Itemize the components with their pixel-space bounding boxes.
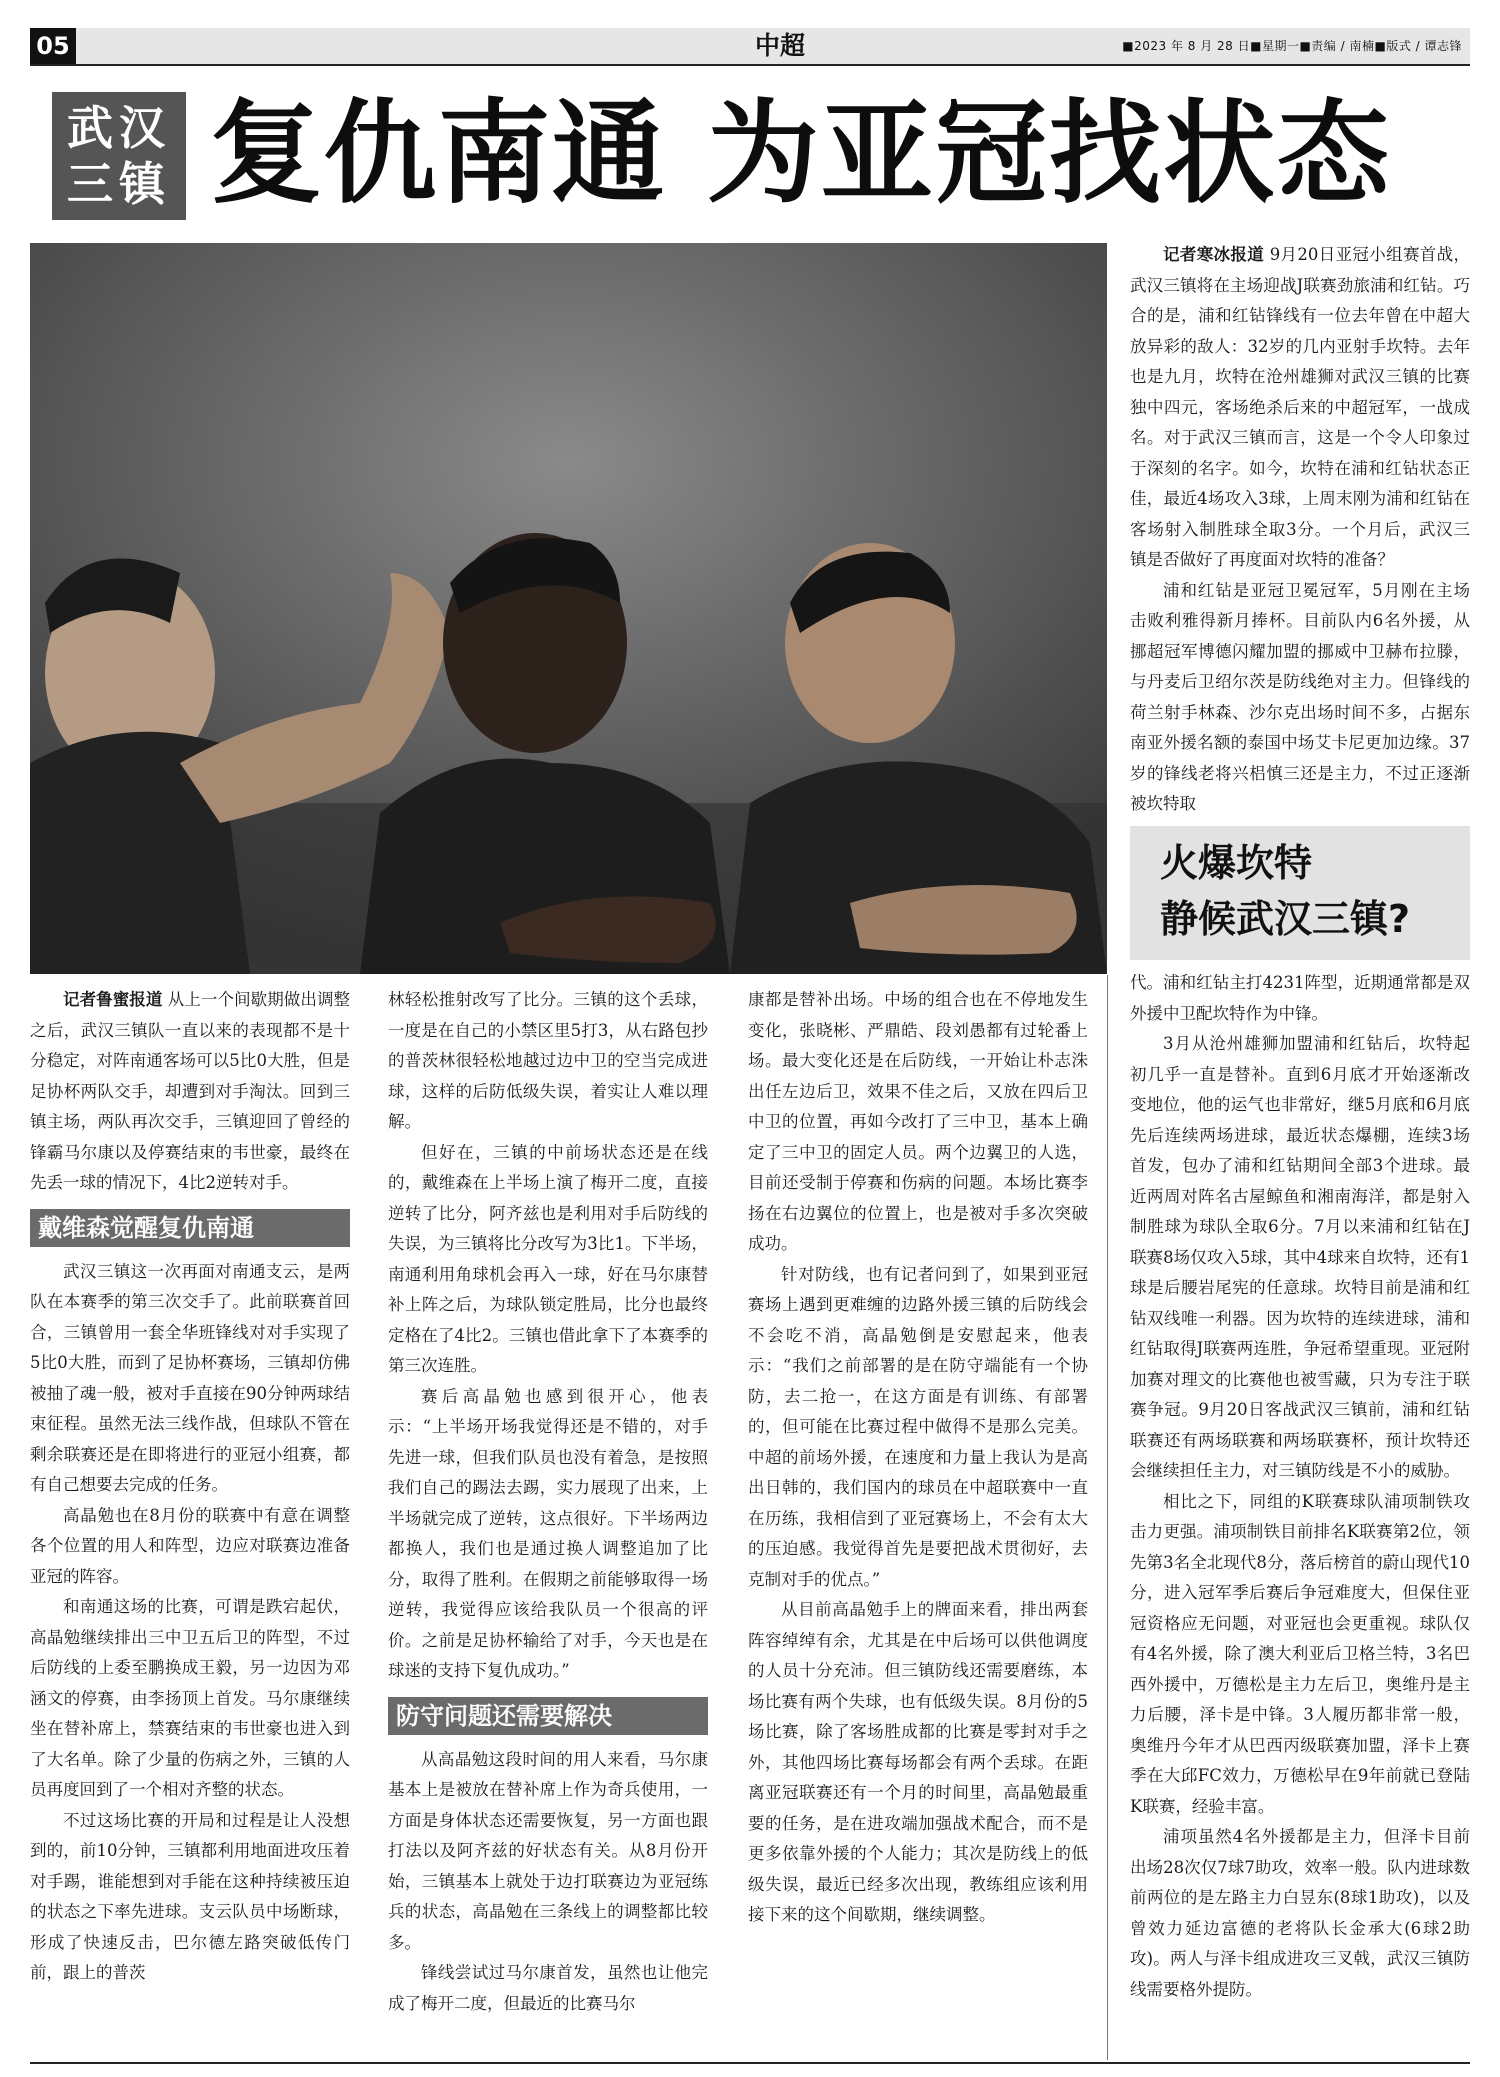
side-article-paragraph: 3月从沧州雄狮加盟浦和红钻后，坎特起初几乎一直是替补。直到6月底才开始逐渐改变地位，他的运气也非常好，继5月底和6月底先后连续两场进球，最近状态爆棚，连续3场首发，包办了浦和红钻期间全部3个进球。最近两周对阵名古屋鲸鱼和湘南海洋，都是射入制胜球为球队全取6分。7月以来浦和红钻在J联赛8场仅攻入5球，其中4球来自坎特，还有1球是后腰岩尾宪的任意球。坎特目前是浦和红钻双线唯一利器。因为坎特的连续进球，浦和红钻取得J联赛两连胜，争冠希望重现。亚冠附加赛对理文的比赛他也被雪藏，只为专注于联赛争冠。9月20日客战武汉三镇前，浦和红钻联赛还有两场联赛和两场联赛杯，预计坎特还会继续担任主力，对三镇防线是不小的威胁。 — [1130, 1034, 1470, 1480]
paragraph-text: 从上一个间歇期做出调整之后，武汉三镇队一直以来的表现都不是十分稳定，对阵南通客场可以5比0大胜，但是足协杯两队交手，却遭到对手淘汰。回到三镇主场，两队再次交手，三镇迎回了曾经的锋霸马尔康以及停赛结束的韦世豪，最终在先丢一球的情况下，4比2逆转对手。 — [30, 990, 350, 1192]
main-article-paragraph — [30, 985, 350, 1199]
main-article-paragraph: 林轻松推射改写了比分。三镇的这个丢球，一度是在自己的小禁区里5打3，从右路包抄的普茨林很轻松地越过边中卫的空当完成进球，这样的后防低级失误，着实让人难以理解。 — [388, 990, 708, 1131]
publication-meta: ■2023 年 8 月 28 日■星期一■责编 / 南楠■版式 / 谭志锋 — [1122, 39, 1462, 53]
page-headline: 复仇南通 为亚冠找状态 — [210, 88, 1391, 219]
section-name: 中超 — [754, 31, 805, 60]
side-headline-line-2: 静候武汉三镇? — [1160, 897, 1411, 941]
main-article-paragraph: 但好在，三镇的中前场状态还是在线的，戴维森在上半场上演了梅开二度，直接逆转了比分，阿齐兹也是利用对手后防线的失误，为三镇将比分改写为3比1。下半场，南通利用角球机会再入一球，好在马尔康替补上阵之后，为球队锁定胜局，比分也最终定格在了4比2。三镇也借此拿下了本赛季的第三次连胜。 — [388, 1142, 708, 1375]
side-article-bottom — [1130, 968, 1470, 2060]
main-article-byline: 记者鲁蜜报道 — [63, 990, 163, 1009]
photo-illustration — [30, 243, 1107, 974]
headline-kicker — [52, 92, 186, 220]
main-article-paragraph: 不过这场比赛的开局和过程是让人没想到的，前10分钟，三镇都利用地面进攻压着对手踢，谁能想到对手能在这种持续被压迫的状态之下率先进球。支云队员中场断球，形成了快速反击，巴尔德左路突破低传门前，跟上的普茨 — [30, 1810, 350, 1982]
main-article-paragraph: 锋线尝试过马尔康首发，虽然也让他完成了梅开二度，但最近的比赛马尔 — [388, 1963, 708, 2013]
page-header — [30, 28, 1470, 66]
main-article-paragraph: 针对防线，也有记者问到了，如果到亚冠赛场上遇到更难缠的边路外援三镇的后防线会不会吃不消，高晶勉倒是安慰起来，他表示：“我们之前部署的是在防守端能有一个协防，去二抢一，在这方面是有训练、有部署的，但可能在比赛过程中做得不是那么完美。中超的前场外援，在速度和力量上我认为是高出日韩的，我们国内的球员在中超联赛中一直在历练，我相信到了亚冠赛场上，不会有太大的压迫感。我觉得首先是要把战术贯彻好，去克制对手的优点。” — [748, 1264, 1088, 1589]
side-article-paragraph: 代。浦和红钻主打4231阵型，近期通常都是双外援中卫配坎特作为中锋。 — [1130, 973, 1470, 1023]
main-article-column-3 — [748, 985, 1088, 2060]
side-article-paragraph: 相比之下，同组的K联赛球队浦项制铁攻击力更强。浦项制铁目前排名K联赛第2位，领先第3名全北现代8分，落后榜首的蔚山现代10分，进入冠军季后赛后争冠难度大，但保住亚冠资格应无问题，对亚冠也会更重视。球队仅有4名外援，除了澳大利亚后卫格兰特，3名巴西外援中，万德松是主力左后卫，奥维丹是主力后腰，泽卡是中锋。3人履历都非常一般，奥维丹今年才从巴西丙级联赛加盟，泽卡上赛季在大邱FC效力，万德松早在9年前就已登陆K联赛，经验丰富。 — [1130, 1491, 1470, 1816]
kicker-line-2: 三镇 — [67, 157, 171, 211]
side-article-byline: 记者寒冰报道 — [1163, 245, 1265, 264]
players-celebration-photo — [30, 243, 1107, 974]
side-article-headline — [1130, 826, 1470, 960]
kicker-line-1: 武汉 — [67, 101, 171, 155]
main-article-paragraph: 从高晶勉这段时间的用人来看，马尔康基本上是被放在替补席上作为奇兵使用，一方面是身体状态还需要恢复，另一方面也跟打法以及阿齐兹的好状态有关。从8月份开始，三镇基本上就处于边打联赛边为亚冠练兵的状态，高晶勉在三条线上的调整都比较多。 — [388, 1749, 708, 1952]
main-article-paragraph: 高晶勉也在8月份的联赛中有意在调整各个位置的用人和阵型，边应对联赛边准备亚冠的阵容。 — [30, 1505, 350, 1586]
main-article-paragraph: 武汉三镇这一次再面对南通支云，是两队在本赛季的第三次交手了。此前联赛首回合，三镇曾用一套全华班锋线对对手实现了5比0大胜，而到了足协杯赛场，三镇却仿佛被抽了魂一般，被对手直接在90分钟两球结束征程。虽然无法三线作战，但球队不管在剩余联赛还是在即将进行的亚冠小组赛，都有自己想要去完成的任务。 — [30, 1261, 350, 1494]
main-article-paragraph: 从目前高晶勉手上的牌面来看，排出两套阵容绰绰有余，尤其是在中后场可以供他调度的人员十分充沛。但三镇防线还需要磨练，本场比赛有两个失球，也有低级失误。8月份的5场比赛，除了客场胜成都的比赛是零封对手之外，其他四场比赛每场都会有两个丢球。在距离亚冠联赛还有一个月的时间里，高晶勉最重要的任务，是在进攻端加强战术配合，而不是更多依靠外援的个人能力；其次是防线上的低级失误，最近已经多次出现，教练组应该利用接下来的这个间歇期，继续调整。 — [748, 1600, 1088, 1924]
main-article-column-1 — [30, 985, 350, 2060]
main-article-paragraph: 赛后高晶勉也感到很开心，他表示：“上半场开场我觉得还是不错的，对手先进一球，但我们队员也没有着急，是按照我们自己的踢法去踢，实力展现了出来，上半场就完成了逆转，这点很好。下半场两边都换人，我们也是通过换人调整追加了比分，取得了胜利。在假期之前能够取得一场逆转，我觉得应该给我队员一个很高的评价。之前是足协杯输给了对手，今天也是在球迷的支持下复仇成功。” — [388, 1386, 708, 1680]
side-article-paragraph: 浦项虽然4名外援都是主力，但泽卡目前出场28次仅7球7助攻，效率一般。队内进球数前两位的是左路主力白昱东(8球1助攻)，以及曾效力延边富德的老将队长金承大(6球2助攻)。两人与泽卡组成进攻三叉戟，武汉三镇防线需要格外提防。 — [1130, 1827, 1470, 1999]
side-headline-line-1: 火爆坎特 — [1160, 841, 1313, 885]
side-article-paragraph — [1130, 240, 1470, 576]
paragraph-text: 9月20日亚冠小组赛首战，武汉三镇将在主场迎战J联赛劲旅浦和红钻。巧合的是，浦和红钻锋线有一位去年曾在中超大放异彩的敌人：32岁的几内亚射手坎特。去年也是九月，坎特在沧州雄狮对武汉三镇的比赛独中四元，客场绝杀后来的中超冠军，一战成名。对于武汉三镇而言，这是一个令人印象过于深刻的名字。如今，坎特在浦和红钻状态正佳，最近4场攻入3球，上周末刚为浦和红钻在客场射入制胜球全取3分。一个月后，武汉三镇是否做好了再度面对坎特的准备？ — [1130, 245, 1470, 569]
subhead-davidson: 戴维森觉醒复仇南通 — [30, 1209, 350, 1247]
side-article-top — [1130, 240, 1470, 820]
subhead-defense: 防守问题还需要解决 — [388, 1697, 708, 1735]
bottom-rule — [30, 2062, 1470, 2064]
page-number: 05 — [30, 28, 76, 64]
main-article-paragraph: 康都是替补出场。中场的组合也在不停地发生变化，张晓彬、严鼎皓、段刘愚都有过轮番上场。最大变化还是在后防线，一开始让朴志洙出任左边后卫，效果不佳之后，又放在四后卫中卫的位置，再如今改打了三中卫，基本上确定了三中卫的固定人员。两个边翼卫的人选，目前还受制于停赛和伤病的问题。本场比赛李扬在右边翼位的位置上，也是被对手多次突破成功。 — [748, 990, 1088, 1253]
side-article-paragraph: 浦和红钻是亚冠卫冕冠军，5月刚在主场击败利雅得新月捧杯。目前队内6名外援，从挪超冠军博德闪耀加盟的挪威中卫赫布拉滕，与丹麦后卫绍尔茨是防线绝对主力。但锋线的荷兰射手林森、沙尔克出场时间不多，占据东南亚外援名额的泰国中场艾卡尼更加边缘。37岁的锋线老将兴梠慎三还是主力，不过正逐渐被坎特取 — [1130, 580, 1470, 813]
main-article-paragraph: 和南通这场的比赛，可谓是跌宕起伏，高晶勉继续排出三中卫五后卫的阵型，不过后防线的上委至鹏换成王毅，另一边因为邓涵文的停赛，由李扬顶上首发。马尔康继续坐在替补席上，禁赛结束的韦世豪也进入到了大名单。除了少量的伤病之外，三镇的人员再度回到了一个相对齐整的状态。 — [30, 1597, 350, 1799]
main-article-column-2 — [388, 985, 708, 2060]
column-divider — [1107, 975, 1108, 2060]
